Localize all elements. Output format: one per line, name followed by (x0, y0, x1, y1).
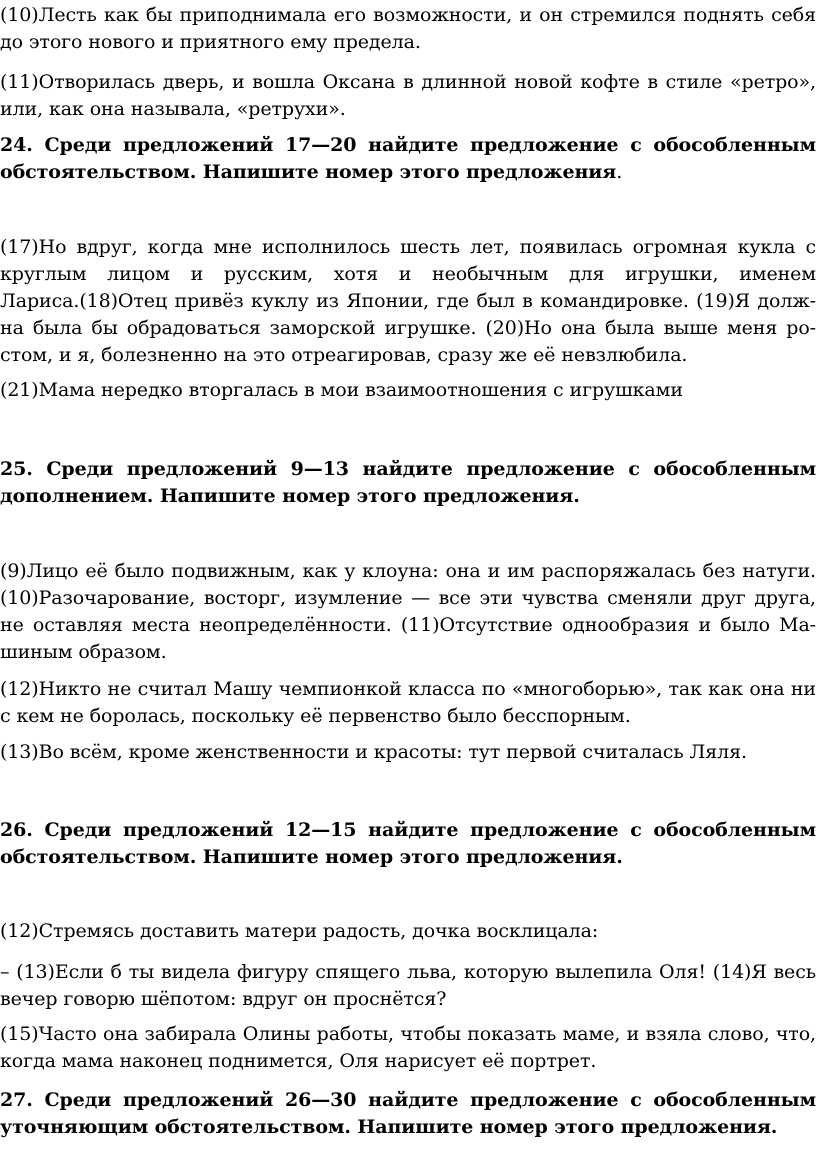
text-line: на была бы обрадоваться заморской игрушке. (20)Но она была выше меня ро- (0, 317, 816, 339)
question-25 (0, 456, 816, 510)
text-line: (11)Отворилась дверь, и вошла Оксана в длинной новой кофте в стиле «ретро», (0, 71, 816, 93)
text-line: (17)Но вдруг, когда мне исполнилось шесть лет, появилась огромная кукла с (0, 236, 816, 258)
text-line: до этого нового и приятного ему предела. (0, 31, 421, 53)
paragraph-9-11 (0, 558, 816, 666)
paragraph-12b (0, 918, 816, 945)
paragraph-11 (0, 69, 816, 123)
question-line (0, 159, 816, 186)
text-line: (12)Стремясь доставить матери радость, дочка восклицала: (0, 920, 599, 942)
question-line: уточняющим обстоятельством. Напишите номер этого предложения. (0, 1116, 778, 1138)
text-line: (9)Лицо её было подвижным, как у клоуна: она и им распоряжалась без натуги. (0, 560, 816, 582)
text-line: или, как она называла, «ретрухи». (0, 98, 346, 120)
text-line: вечер говорю шёпотом: вдруг он проснётся? (0, 988, 447, 1010)
question-26 (0, 817, 816, 871)
text-line: (13)Во всём, кроме женственности и красоты: тут первой считалась Ляля. (0, 741, 747, 763)
question-line: 24. Среди предложений 17—20 найдите предложение с обособленным (0, 134, 816, 156)
question-line: 25. Среди предложений 9—13 найдите предложение с обособленным (0, 458, 816, 480)
question-line: обстоятельством. Напишите номер этого предложения. (0, 846, 623, 868)
paragraph-12 (0, 676, 816, 730)
text-line: когда мама наконец поднимется, Оля нарисует её портрет. (0, 1050, 597, 1072)
text-line: (21)Мама нередко вторгалась в мои взаимоотношения с игрушками (0, 379, 683, 401)
text-line: – (13)Если б ты видела фигуру спящего льва, которую вылепила Оля! (14)Я весь (0, 961, 816, 983)
question-line: 27. Среди предложений 26—30 найдите предложение с обособленным (0, 1089, 816, 1111)
text-line: не оставляя места неопределённости. (11)Отсутствие однообразия и было Ма- (0, 614, 816, 636)
text-line: с кем не боролась, поскольку её первенство было бесспорным. (0, 705, 631, 727)
paragraph-10 (0, 2, 816, 56)
text-line: (10)Лесть как бы приподнимала его возможности, и он стремился поднять себя (0, 4, 816, 26)
question-24 (0, 132, 816, 186)
question-text: обстоятельством. Напишите номер этого предложения (0, 161, 617, 183)
text-line: Лариса.(18)Отец привёз куклу из Японии, где был в командировке. (19)Я долж- (0, 290, 816, 312)
paragraph-21 (0, 377, 816, 404)
question-punctuation: . (616, 161, 623, 183)
paragraph-13-14 (0, 959, 816, 1013)
question-line: 26. Среди предложений 12—15 найдите предложение с обособленным (0, 819, 816, 841)
paragraph-15 (0, 1021, 816, 1075)
question-27 (0, 1087, 816, 1141)
text-line: круглым лицом и русским, хотя и необычным для игрушки, именем (0, 263, 816, 285)
text-line: (10)Разочарование, восторг, изумление — все эти чувства сменяли друг друга, (0, 587, 816, 609)
text-line: (15)Часто она забирала Олины работы, чтобы показать маме, и взяла слово, что, (0, 1023, 816, 1045)
paragraph-17-20 (0, 234, 816, 369)
question-line: дополнением. Напишите номер этого предложения. (0, 485, 580, 507)
text-line: шиным образом. (0, 641, 167, 663)
text-line: (12)Никто не считал Машу чемпионкой класса по «многоборью», так как она ни (0, 678, 816, 700)
text-line: стом, и я, болезненно на это отреагировав, сразу же её невзлюбила. (0, 344, 688, 366)
paragraph-13 (0, 739, 816, 766)
